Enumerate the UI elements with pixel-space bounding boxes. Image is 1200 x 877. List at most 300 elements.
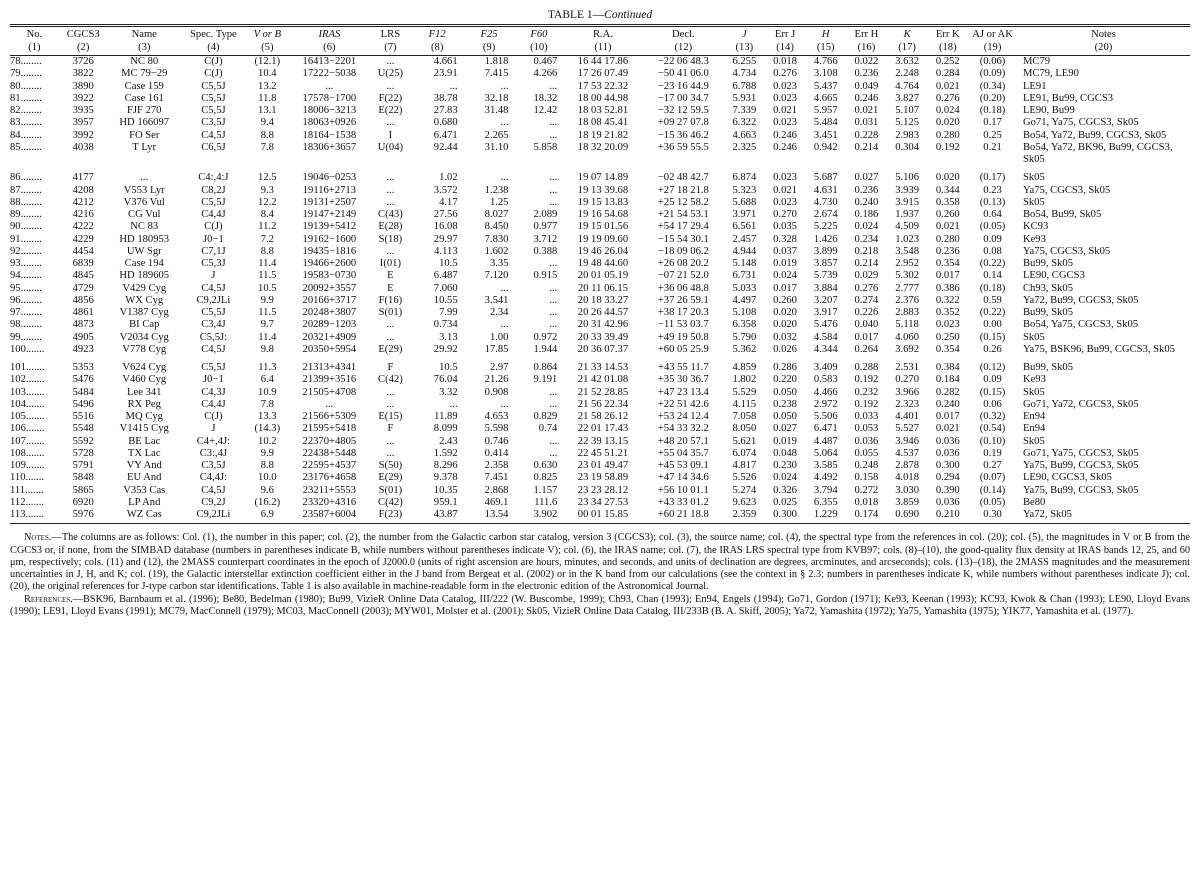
- table-cell: 5.323: [732, 184, 757, 196]
- table-cell: 5728: [72, 447, 94, 459]
- column-label: IRAS: [318, 29, 341, 40]
- table-cell: ...: [549, 129, 558, 141]
- table-cell: 110.......: [10, 472, 45, 484]
- table-cell: 18006−3213: [302, 105, 357, 116]
- table-cell: 112.......: [10, 496, 45, 508]
- table-cell: 4.492: [813, 472, 838, 484]
- table-cell: Bu99, Sk05: [1022, 362, 1073, 373]
- table-cell: 2.878: [895, 460, 920, 471]
- table-cell: 0.414: [484, 447, 509, 459]
- table-cell: 16413−2201: [302, 56, 357, 67]
- table-cell: 19 19 09.60: [577, 233, 629, 245]
- column-label: CGCS3: [66, 29, 100, 40]
- column-header: [765, 26, 806, 56]
- table-cell: 0.864: [533, 362, 558, 373]
- table-body: [10, 56, 1190, 524]
- table-row: [10, 387, 1190, 399]
- table-cell: 31.10: [484, 141, 509, 153]
- table-cell: (0.22): [979, 258, 1006, 269]
- table-cell: 94........: [10, 270, 42, 282]
- table-cell: 2.674: [813, 209, 838, 220]
- table-cell: 7.8: [260, 398, 274, 410]
- table-cell: 5.688: [732, 196, 757, 208]
- table-cell: 0.829: [533, 411, 558, 422]
- table-cell: 4861: [72, 307, 94, 318]
- table-cell: 0.024: [935, 105, 960, 116]
- table-cell: 0.021: [935, 423, 960, 435]
- table-cell: (0.14): [979, 484, 1006, 496]
- table-cell: 10.4: [258, 68, 277, 80]
- table-cell: 959.1: [433, 496, 458, 508]
- table-cell: (0.06): [979, 56, 1006, 67]
- table-cell: 10.35: [433, 484, 458, 496]
- table-cell: +43 55 11.7: [658, 362, 709, 373]
- table-cell: 3.859: [895, 496, 920, 508]
- table-cell: ...: [140, 172, 149, 184]
- table-cell: +21 54 53.1: [657, 209, 709, 220]
- table-cell: Bu99, Sk05: [1022, 307, 1073, 318]
- table-cell: 2.883: [895, 307, 920, 318]
- table-cell: 4.266: [533, 68, 558, 80]
- table-cell: 22 45 51.21: [577, 447, 629, 459]
- table-cell: 0.272: [854, 484, 879, 496]
- table-cell: C4,5J: [201, 282, 226, 294]
- table-cell: 5.931: [732, 92, 757, 104]
- table-cell: −50 41 06.0: [657, 68, 709, 80]
- table-cell: C3,5J: [201, 117, 226, 129]
- table-cell: 19131+2507: [302, 196, 357, 208]
- column-header: [181, 26, 246, 56]
- table-cell: 4.631: [813, 184, 838, 196]
- table-cell: 7.8: [260, 141, 274, 153]
- table-cell: +47 23 13.4: [657, 386, 709, 398]
- table-cell: 4.817: [732, 460, 757, 471]
- table-cell: 18 19 21.82: [577, 129, 629, 141]
- notes-paragraph: [10, 532, 1190, 593]
- table-cell: 7.120: [484, 270, 509, 282]
- table-cell: C8,2J: [201, 184, 226, 196]
- table-cell: ...: [386, 386, 395, 398]
- table-cell: 3.451: [813, 129, 838, 141]
- table-cell: 22 01 17.43: [577, 423, 629, 435]
- table-cell: 20 33 39.49: [577, 331, 629, 343]
- table-cell: 0.304: [895, 141, 920, 153]
- column-label: LRS: [380, 29, 401, 40]
- table-cell: VY And: [126, 460, 162, 471]
- table-cell: C5,5J: [201, 307, 226, 318]
- table-cell: 4.653: [484, 411, 509, 422]
- table-cell: +48 20 57.1: [657, 435, 709, 447]
- table-cell: 0.384: [935, 362, 960, 373]
- table-cell: 97........: [10, 307, 42, 318]
- table-cell: 11.89: [434, 411, 458, 422]
- table-cell: V624 Cyg: [122, 362, 167, 373]
- table-cell: C4,3J: [201, 386, 226, 398]
- table-cell: 0.023: [773, 92, 797, 104]
- table-cell: U(04): [377, 141, 404, 153]
- table-cell: 10.9: [258, 386, 277, 398]
- table-cell: 0.19: [983, 447, 1002, 459]
- table-cell: 1.25: [489, 196, 509, 208]
- table-cell: ...: [386, 435, 395, 447]
- column-label: Err J: [774, 29, 796, 40]
- table-cell: 0.246: [854, 92, 879, 104]
- table-row: [10, 185, 1190, 197]
- table-cell: 0.21: [983, 141, 1002, 153]
- table-cell: E(29): [378, 343, 403, 355]
- table-cell: 5516: [72, 411, 94, 422]
- table-cell: Bu99, Sk05: [1022, 258, 1073, 269]
- table-cell: 18306+3657: [302, 141, 357, 153]
- column-number: (4): [207, 42, 220, 53]
- table-cell: 2.777: [895, 282, 920, 294]
- column-number: (9): [482, 42, 496, 53]
- column-header: [805, 26, 846, 56]
- table-cell: 4.764: [895, 80, 920, 92]
- table-cell: 5353: [72, 362, 94, 373]
- table-cell: +22 51 42.6: [657, 398, 709, 410]
- table-cell: 90........: [10, 221, 42, 233]
- table-cell: 29.92: [433, 343, 458, 355]
- table-cell: 4212: [72, 196, 94, 208]
- table-cell: 20248+3807: [302, 307, 357, 318]
- table-cell: 0.017: [773, 282, 797, 294]
- table-cell: HD 189605: [119, 270, 170, 282]
- table-cell: 4873: [72, 319, 94, 331]
- table-cell: 92........: [10, 245, 42, 257]
- table-cell: 3957: [72, 117, 94, 129]
- table-cell: 4.663: [732, 129, 757, 141]
- table-cell: 5.362: [732, 343, 757, 355]
- table-row: [10, 105, 1190, 117]
- table-cell: 19 07 14.89: [577, 172, 629, 184]
- table-cell: 0.680: [433, 117, 458, 129]
- table-cell: 5.598: [484, 423, 509, 435]
- table-cell: (0.05): [979, 221, 1006, 233]
- table-cell: En94: [1022, 423, 1046, 435]
- table-cell: 5.687: [813, 172, 838, 184]
- table-cell: 81........: [10, 92, 42, 104]
- table-cell: 5.274: [732, 484, 757, 496]
- table-row: [10, 246, 1190, 258]
- table-cell: (0.22): [979, 307, 1006, 318]
- table-row: [10, 460, 1190, 472]
- table-cell: 12.2: [258, 196, 277, 208]
- table-cell: C3,5J: [201, 460, 226, 471]
- table-cell: Case 161: [124, 92, 164, 104]
- table-cell: 9.6: [260, 484, 274, 496]
- table-cell: 5865: [72, 484, 94, 496]
- table-cell: 104.......: [10, 398, 45, 410]
- table-cell: 7.339: [732, 105, 757, 116]
- table-cell: (0.07): [979, 472, 1006, 484]
- table-cell: (0.05): [979, 496, 1006, 508]
- table-cell: 0.977: [533, 221, 558, 233]
- table-cell: 3.35: [489, 258, 509, 269]
- table-cell: 8.8: [260, 129, 274, 141]
- table-cell: 20166+3717: [302, 294, 357, 306]
- table-cell: 9.623: [732, 496, 757, 508]
- table-cell: 17578−1700: [302, 92, 357, 104]
- table-row: [10, 356, 1190, 374]
- table-cell: 4.487: [813, 435, 838, 447]
- table-cell: 0.018: [854, 496, 879, 508]
- notes-text: —The columns are as follows: Col. (1), the number in this paper; col. (2), the number from the Galactic carbon star catalog, version 3 (CGCS3); col. (3), the source name; col. (4), the spectral type from the references in col. (20); col. (5), the magnitudes in V or B from the CGCS3 or, if none, from the SIMBAD database (numbers in parentheses indicate B, while numbers without parentheses indicate V); col. (6), the IRAS name; col. (7), the IRAS LRS spectral type from KVB97; cols. (8)–(10), the good-quality flux density at IRAS bands 12, 25, and 60 μm, respectively; cols. (11) and (12), the 2MASS counterpart coordinates in the epoch of J2000.0 (units of right ascension are hours, minutes, and seconds, and units of declination are degrees, arcminutes, and arcseconds); cols. (13)–(18), the 2MASS magnitudes and the measurement uncertainties in J, H, and K; col. (19), the Galactic interstellar extinction coefficient either in the J band from Bergeat et al. (2002) or in the K band from our calculations (see the context in § 2.3; numbers in parentheses indicate K, while numbers without parentheses indicate J); col. (20), the original references for J-type carbon star identifications. Table 1 is also available in machine-readable form in the electronic edition of the Astronomical Journal.: [10, 532, 1190, 593]
- table-cell: 111.......: [10, 484, 44, 496]
- table-row: [10, 68, 1190, 80]
- table-cell: 5.118: [895, 319, 919, 331]
- table-cell: C6,5J: [201, 141, 226, 153]
- table-cell: 0.388: [533, 245, 558, 257]
- table-cell: Case 159: [124, 80, 164, 92]
- table-cell: 1.937: [895, 209, 920, 220]
- table-cell: Ya75, Bu99, CGCS3, Sk05: [1022, 484, 1139, 496]
- table-cell: 3.902: [533, 509, 558, 520]
- table-cell: 23211+5553: [302, 484, 356, 496]
- table-cell: 3.030: [895, 484, 920, 496]
- table-cell: ...: [500, 319, 509, 331]
- table-cell: 43.87: [433, 509, 458, 520]
- table-cell: ...: [386, 398, 395, 410]
- table-cell: 38.78: [433, 92, 458, 104]
- table-row: [10, 166, 1190, 184]
- table-cell: 0.300: [935, 460, 960, 471]
- column-label: Decl.: [672, 29, 695, 40]
- table-cell: ...: [386, 196, 395, 208]
- table-cell: 0.234: [854, 233, 879, 245]
- table-row: [10, 209, 1190, 221]
- table-cell: ...: [549, 196, 558, 208]
- table-cell: +37 26 59.1: [657, 294, 709, 306]
- table-cell: 0.020: [935, 117, 960, 129]
- table-cell: C4,5J: [201, 129, 226, 141]
- table-cell: 5476: [72, 374, 94, 386]
- table-cell: (16.2): [254, 496, 281, 508]
- table-cell: 4.661: [433, 56, 458, 67]
- column-header: [246, 26, 289, 56]
- table-cell: C5,3J: [201, 258, 226, 269]
- table-cell: I: [388, 129, 393, 141]
- table-cell: 5.148: [732, 258, 757, 269]
- table-cell: 103.......: [10, 386, 45, 398]
- table-cell: 0.27: [983, 460, 1002, 471]
- table-cell: 0.08: [983, 245, 1002, 257]
- table-cell: 21 56 22.34: [577, 398, 629, 410]
- table-cell: 2.97: [489, 362, 509, 373]
- table-cell: 32.18: [484, 92, 509, 104]
- table-cell: (0.54): [979, 423, 1006, 435]
- table-cell: 5484: [72, 386, 94, 398]
- table-cell: 96........: [10, 294, 42, 306]
- table-cell: +60 05 25.9: [657, 343, 709, 355]
- table-cell: T Lyr: [132, 141, 157, 153]
- table-cell: F(23): [378, 509, 403, 520]
- table-cell: CG Vul: [128, 209, 161, 220]
- table-cell: 6.561: [732, 221, 757, 233]
- table-cell: Go71, Ya75, CGCS3, Sk05: [1022, 117, 1139, 129]
- table-cell: 6920: [72, 496, 94, 508]
- table-cell: C3,4J: [201, 319, 226, 331]
- table-cell: 0.354: [935, 258, 960, 269]
- table-cell: 3.108: [813, 68, 838, 80]
- table-cell: 0.029: [854, 270, 879, 282]
- table-cell: 21566+5309: [302, 411, 357, 422]
- table-cell: 18063+0926: [302, 117, 357, 129]
- table-cell: 19 48 44.60: [577, 258, 629, 269]
- table-cell: 9.191: [533, 374, 558, 386]
- column-number: (13): [735, 42, 754, 53]
- table-cell: 1.944: [533, 343, 558, 355]
- table-cell: HD 180953: [119, 233, 170, 245]
- table-cell: 0.30: [983, 509, 1002, 520]
- table-cell: 0.240: [935, 398, 960, 410]
- table-cell: Sk05: [1022, 331, 1045, 343]
- table-cell: ...: [386, 117, 395, 129]
- column-number: (6): [323, 42, 336, 53]
- table-cell: −07 21 52.0: [657, 270, 709, 282]
- table-cell: 20 26 44.57: [577, 307, 629, 318]
- table-cell: Sk05: [1022, 435, 1045, 447]
- table-cell: 0.174: [854, 509, 879, 520]
- table-cell: C(42): [378, 374, 403, 386]
- column-header: [643, 26, 724, 56]
- table-cell: 1.157: [533, 484, 558, 496]
- table-cell: 3890: [72, 80, 94, 92]
- table-cell: 0.020: [773, 307, 797, 318]
- table-cell: 0.390: [935, 484, 960, 496]
- table-cell: 21.26: [484, 374, 509, 386]
- table-cell: 0.050: [773, 386, 797, 398]
- table-cell: 0.284: [935, 68, 960, 80]
- table-cell: ...: [449, 398, 458, 410]
- caption-prefix: TABLE 1—: [547, 9, 605, 21]
- table-cell: 3.966: [895, 386, 920, 398]
- table-cell: 4.113: [434, 245, 458, 257]
- table-cell: Ya75, Bu99, CGCS3, Sk05: [1022, 460, 1139, 471]
- table-cell: 6.731: [732, 270, 757, 282]
- table-cell: ...: [386, 245, 395, 257]
- table-cell: E(22): [378, 105, 403, 116]
- table-cell: FJF 270: [127, 105, 162, 116]
- table-cell: 0.06: [983, 398, 1002, 410]
- table-caption: [10, 6, 1190, 24]
- table-cell: C4,5J: [201, 343, 226, 355]
- table-cell: +43 33 01.2: [657, 496, 709, 508]
- table-cell: 20 36 07.37: [577, 343, 629, 355]
- table-cell: V353 Cas: [123, 484, 166, 496]
- table-row: [10, 270, 1190, 282]
- table-cell: 0.049: [854, 80, 879, 92]
- table-cell: J: [211, 270, 216, 282]
- table-cell: +60 21 18.8: [657, 509, 709, 520]
- table-cell: C5,5J: [201, 105, 226, 116]
- table-cell: (0.17): [979, 172, 1006, 184]
- table-cell: 4923: [72, 343, 94, 355]
- table-cell: 0.286: [773, 362, 797, 373]
- table-cell: 8.8: [260, 460, 274, 471]
- table-cell: 1.802: [732, 374, 757, 386]
- column-label: J: [742, 29, 747, 40]
- table-cell: 19 15 13.83: [577, 196, 629, 208]
- table-cell: 5.108: [732, 307, 757, 318]
- table-cell: 7.415: [484, 68, 509, 80]
- table-cell: 4229: [72, 233, 94, 245]
- table-cell: I(01): [379, 258, 401, 269]
- table-cell: TX Lac: [127, 447, 161, 459]
- table-cell: S(01): [378, 307, 403, 318]
- table-cell: 3.13: [439, 331, 458, 343]
- table-cell: (0.10): [979, 435, 1006, 447]
- table-cell: 23 23 28.12: [577, 484, 629, 496]
- table-cell: 0.017: [935, 270, 960, 282]
- table-cell: 0.14: [983, 270, 1002, 282]
- table-cell: 9.378: [433, 472, 458, 484]
- table-cell: 5.529: [732, 386, 757, 398]
- table-cell: 20321+4909: [302, 331, 357, 343]
- table-cell: 4.115: [732, 398, 757, 410]
- column-number: (12): [674, 42, 693, 53]
- table-cell: 8.8: [260, 245, 274, 257]
- table-cell: LE91: [1022, 80, 1047, 92]
- column-header: [59, 26, 108, 56]
- table-cell: 83........: [10, 117, 42, 129]
- table-cell: LE91, Bu99, CGCS3: [1022, 92, 1114, 104]
- table-cell: 20 18 33.27: [577, 294, 629, 306]
- table-cell: 9.3: [260, 184, 274, 196]
- table-cell: 105.......: [10, 411, 45, 422]
- table-cell: C5,5J: [201, 92, 226, 104]
- table-cell: 3.971: [732, 209, 757, 220]
- table-cell: 7.058: [732, 411, 757, 422]
- table-cell: 0.344: [935, 184, 960, 196]
- table-cell: 20092+3557: [302, 282, 357, 294]
- table-cell: 4845: [72, 270, 94, 282]
- column-number: (10): [530, 42, 548, 53]
- table-cell: 0.186: [854, 209, 879, 220]
- table-cell: 4.497: [732, 294, 757, 306]
- table-cell: WZ Cas: [126, 509, 162, 520]
- table-cell: 23587+6004: [302, 509, 357, 520]
- table-cell: 100.......: [10, 343, 45, 355]
- table-cell: 12.42: [533, 105, 558, 116]
- table-cell: 2.359: [732, 509, 757, 520]
- table-cell: 0.322: [935, 294, 960, 306]
- table-cell: C9,2JLi: [196, 294, 231, 306]
- table-cell: 4222: [72, 221, 94, 233]
- table-cell: 4216: [72, 209, 94, 220]
- table-cell: 11.8: [258, 92, 277, 104]
- table-cell: 21595+5418: [302, 423, 357, 435]
- table-cell: 3.939: [895, 184, 920, 196]
- table-cell: Sk05: [1022, 196, 1045, 208]
- table-cell: 0.018: [773, 56, 797, 67]
- table-cell: 84........: [10, 129, 42, 141]
- table-cell: ...: [500, 117, 509, 129]
- table-cell: 3922: [72, 92, 94, 104]
- table-cell: ...: [449, 80, 458, 92]
- column-number: (14): [776, 42, 794, 53]
- column-label: AJ or AK: [972, 29, 1013, 40]
- table-cell: ...: [549, 172, 558, 184]
- table-cell: 5.858: [533, 141, 558, 153]
- table-cell: 20 01 05.19: [577, 270, 629, 282]
- table-cell: 1.023: [895, 233, 920, 245]
- table-cell: 00 01 15.85: [577, 509, 629, 520]
- table-cell: Lee 341: [127, 386, 162, 398]
- table-cell: 6.4: [260, 374, 274, 386]
- column-header: [887, 26, 928, 56]
- table-cell: 4.734: [732, 68, 757, 80]
